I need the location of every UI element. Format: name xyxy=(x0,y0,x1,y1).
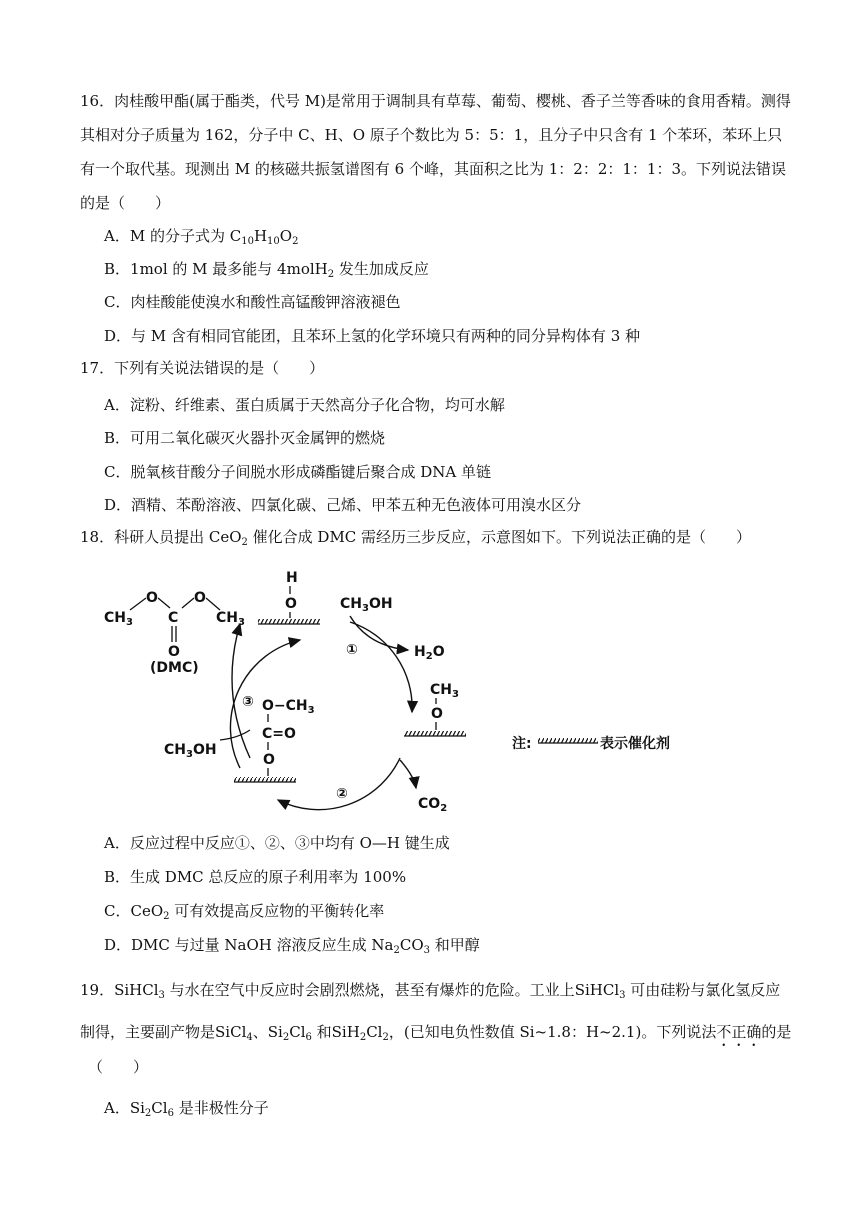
question-16-option-d: D．与 M 含有相同官能团，且苯环上氢的化学环境只有两种的同分异构体有 3 种 xyxy=(104,327,641,345)
svg-text:O: O xyxy=(146,590,158,606)
legend-catalyst-symbol xyxy=(538,738,598,743)
question-18-option-c: C．CeO$_2$ 可有效提高反应物的平衡转化率 xyxy=(104,902,385,922)
water-release-arrow xyxy=(350,616,408,650)
svg-text:C: C xyxy=(168,610,179,626)
question-17-option-b: B．可用二氧化碳灭火器扑灭金属钾的燃烧 xyxy=(104,429,386,447)
svg-text:O−CH3: $O-CH_3$ xyxy=(262,698,315,716)
step-3-label: ③ xyxy=(242,694,254,710)
question-17-option-a: A．淀粉、纤维素、蛋白质属于天然高分子化合物，均可水解 xyxy=(104,396,505,414)
svg-text:O: O xyxy=(263,752,275,768)
water-product: $H_2O$ xyxy=(414,644,445,662)
svg-text:C=O: C=O xyxy=(262,726,296,742)
catalyst-carbonate xyxy=(234,698,315,782)
dmc-release-arrow xyxy=(232,624,250,758)
question-17-stem: 17．下列有关说法错误的是（ ） xyxy=(80,359,325,377)
catalyst-hydroxyl xyxy=(258,570,320,624)
question-16-stem: 16．肉桂酸甲酯(属于酯类，代号 M)是常用于调制具有草莓、葡萄、樱桃、香子兰等香味的食用香精。测得其相对分子质量为 162，分子中 C、H、O 原子个数比为 5：5：1，且分子中只含有 1 个苯环，苯环上只有一个取代基。现测出 M 的核磁共振氢谱图有 6 个峰，其面积之比为 1：2：2：1：1：3。下列说法错误的是（ ） xyxy=(80,92,791,212)
question-16-option-b: B．1mol 的 M 最多能与 4molH$_2$ 发生加成反应 xyxy=(104,260,429,280)
methanol-in-arrow xyxy=(220,730,250,740)
svg-text:O: O xyxy=(168,644,180,660)
legend-note-prefix: 注: xyxy=(512,736,532,752)
catalyst-surface-top xyxy=(258,619,320,624)
dmc-molecule xyxy=(104,590,245,676)
svg-text:O: O xyxy=(431,706,443,722)
question-19-paren: （ ） xyxy=(88,1058,149,1076)
question-18-option-a: A．反应过程中反应①、②、③中均有 O—H 键生成 xyxy=(104,834,450,852)
question-19-stem: 19．SiHCl$_3$ 与水在空气中反应时会剧烈燃烧，甚至有爆炸的危险。工业上SiHCl$_3$ 可由硅粉与氯化氢反应制得，主要副产物是SiCl$_4$、$Si_2Cl_6$ 和$SiH_2Cl_2$，(已知电负性数值 Si~1.8：H~2.1)。下列说法不正确的是 xyxy=(80,981,792,1043)
question-19-option-a: A．$Si_2Cl_6$ 是非极性分子 xyxy=(104,1099,269,1119)
question-16-option-a: A．M 的分子式为 $C_{10}H_{10}O_2$ xyxy=(104,227,299,247)
question-18-option-b: B．生成 DMC 总反应的原子利用率为 100% xyxy=(104,868,407,886)
question-16-option-c: C．肉桂酸能使溴水和酸性高锰酸钾溶液褪色 xyxy=(104,293,401,311)
svg-text:CH3: $CH_3$ xyxy=(216,610,245,628)
cycle-arrow-right xyxy=(350,622,412,712)
question-18-option-d: D．DMC 与过量 NaOH 溶液反应生成 $Na_2CO_3$ 和甲醇 xyxy=(104,936,480,956)
legend-note-text: 表示催化剂 xyxy=(600,736,670,752)
methanol-left: $CH_3OH$ xyxy=(164,742,217,760)
svg-text:O: O xyxy=(194,590,206,606)
dmc-label: (DMC) xyxy=(150,660,199,676)
step-2-label: ② xyxy=(336,786,348,802)
co2-reactant: $CO_2$ xyxy=(418,796,448,814)
catalyst-methoxy xyxy=(404,682,466,736)
svg-text:H: H xyxy=(286,570,298,586)
step-1-label: ① xyxy=(346,642,358,658)
svg-text:O: O xyxy=(285,596,297,612)
svg-text:CH3: $CH_3$ xyxy=(104,610,133,628)
catalysis-cycle-diagram xyxy=(100,562,740,824)
question-17-option-c: C．脱氧核苷酸分子间脱水形成磷酯键后聚合成 DNA 单链 xyxy=(104,463,491,481)
co2-in-arrow xyxy=(400,760,416,788)
question-17-option-d: D．酒精、苯酚溶液、四氯化碳、己烯、甲苯五种无色液体可用溴水区分 xyxy=(104,496,582,514)
question-18-stem: 18．科研人员提出 CeO$_2$ 催化合成 DMC 需经历三步反应，示意图如下。下列说法正确的是（ ） xyxy=(80,528,752,548)
emphasis-not-correct: 不正确 xyxy=(716,1023,762,1041)
methanol-top: $CH_3OH$ xyxy=(340,596,393,614)
svg-text:CH3: $CH_3$ xyxy=(430,682,459,700)
